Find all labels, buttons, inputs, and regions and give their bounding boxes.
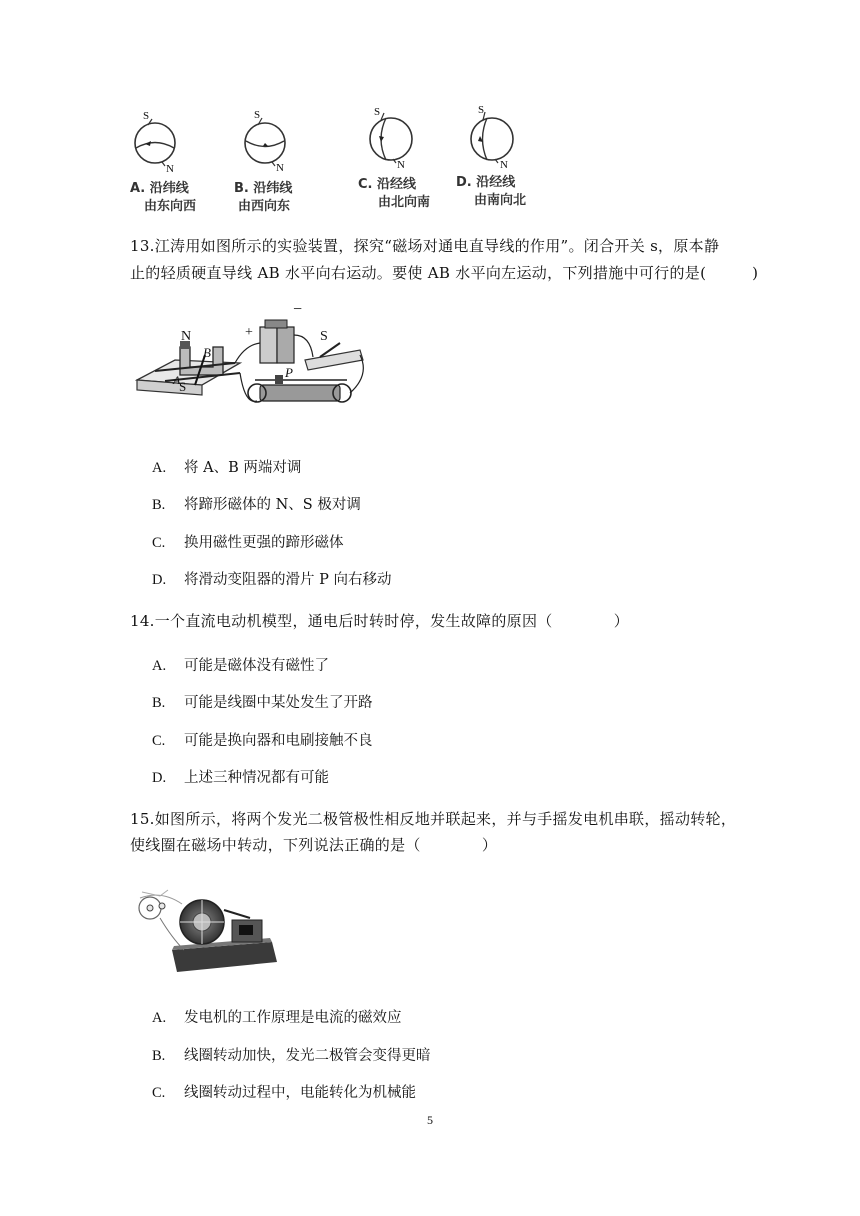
q15-option-a [152, 1008, 402, 1028]
option-key: D. [152, 770, 167, 786]
q14-option-c [152, 731, 373, 751]
q14-option-d [152, 768, 329, 788]
q13-apparatus-figure [135, 301, 375, 410]
option-text: 线圈转动过程中，电能转化为机械能 [184, 1085, 416, 1101]
option-key: A. [152, 658, 167, 674]
globe-c-caption-1: C. 沿经线 [358, 177, 417, 192]
option-key: C. [152, 1085, 166, 1101]
option-text: 将 A、B 两端对调 [184, 460, 302, 476]
option-text: 可能是换向器和电刷接触不良 [184, 733, 373, 749]
q15-option-b [152, 1046, 431, 1066]
option-key: C. [152, 733, 166, 749]
globe-b-n-label: N [276, 162, 284, 174]
page-number: 5 [427, 1113, 433, 1127]
option-key: D. [152, 572, 167, 588]
option-key: C. [152, 535, 166, 551]
q13-option-d [152, 570, 391, 590]
globe-b-caption-2: 由西向东 [238, 199, 291, 214]
q15-generator-photo [132, 880, 280, 976]
q13-stem-line-1: 13.江涛用如图所示的实验装置，探究“磁场对通电直导线的作用”。闭合开关 s，原本静 [130, 237, 720, 255]
option-text: 可能是磁体没有磁性了 [184, 658, 329, 674]
globe-d-n-label: N [500, 159, 508, 171]
option-text: 线圈转动加快，发光二极管会变得更暗 [184, 1048, 431, 1064]
q13-label-minus: − [293, 301, 303, 318]
q15-stem-line-2: 使线圈在磁场中转动，下列说法正确的是（ ） [130, 836, 498, 854]
q15-option-c [152, 1083, 416, 1103]
globe-figure-d [456, 104, 576, 216]
q13-label-s: S [179, 379, 187, 394]
option-text: 可能是线圈中某处发生了开路 [184, 695, 373, 711]
q13-label-b: B [203, 345, 211, 360]
q13-label-p: P [285, 365, 293, 380]
globe-figure-b [232, 106, 352, 218]
globe-c-n-label: N [397, 159, 405, 171]
option-text: 将蹄形磁体的 N、S 极对调 [184, 497, 361, 513]
globe-a-caption-2: 由东向西 [144, 199, 197, 214]
q13-option-b [152, 495, 361, 515]
q13-label-plus: + [245, 325, 253, 340]
q15-generator-drawing [132, 880, 280, 976]
globe-d-caption-2: 由南向北 [474, 193, 527, 208]
q13-label-n: N [181, 329, 192, 344]
q13-option-c [152, 533, 344, 553]
q14-stem: 14.一个直流电动机模型，通电后时转时停，发生故障的原因（ ） [130, 612, 630, 630]
q15-stem-line-1: 15.如图所示，将两个发光二极管极性相反地并联起来，并与手摇发电机串联，摇动转轮， [130, 810, 737, 828]
globe-a-n-label: N [166, 163, 174, 175]
globe-b-drawing [232, 106, 352, 178]
option-key: B. [152, 497, 166, 513]
globe-d-caption-1: D. 沿经线 [456, 175, 516, 190]
option-key: B. [152, 1048, 166, 1064]
q13-apparatus-drawing [135, 305, 375, 410]
q13-label-a: A [173, 373, 181, 387]
option-text: 发电机的工作原理是电流的磁效应 [184, 1010, 402, 1026]
globe-c-caption-2: 由北向南 [378, 195, 431, 210]
globe-a-caption-1: A. 沿纬线 [130, 181, 189, 196]
option-text: 上述三种情况都有可能 [184, 770, 329, 786]
globe-a-s-label: S [143, 110, 150, 122]
globe-b-caption-1: B. 沿纬线 [234, 181, 293, 196]
globe-d-s-label: S [478, 104, 485, 116]
q14-option-a [152, 656, 329, 676]
q14-option-b [152, 693, 373, 713]
globe-d-drawing [456, 104, 576, 176]
q13-label-switch-s: S [320, 329, 328, 344]
q13-stem-line-2: 止的轻质硬直导线 AB 水平向右运动。要使 AB 水平向左运动，下列措施中可行的是( ) [130, 264, 759, 282]
globe-c-s-label: S [374, 106, 381, 118]
globe-b-s-label: S [254, 109, 261, 121]
option-key: A. [152, 460, 167, 476]
q13-option-a [152, 458, 301, 478]
option-key: A. [152, 1010, 167, 1026]
option-text: 换用磁性更强的蹄形磁体 [184, 535, 344, 551]
option-key: B. [152, 695, 166, 711]
option-text: 将滑动变阻器的滑片 P 向右移动 [184, 572, 392, 588]
